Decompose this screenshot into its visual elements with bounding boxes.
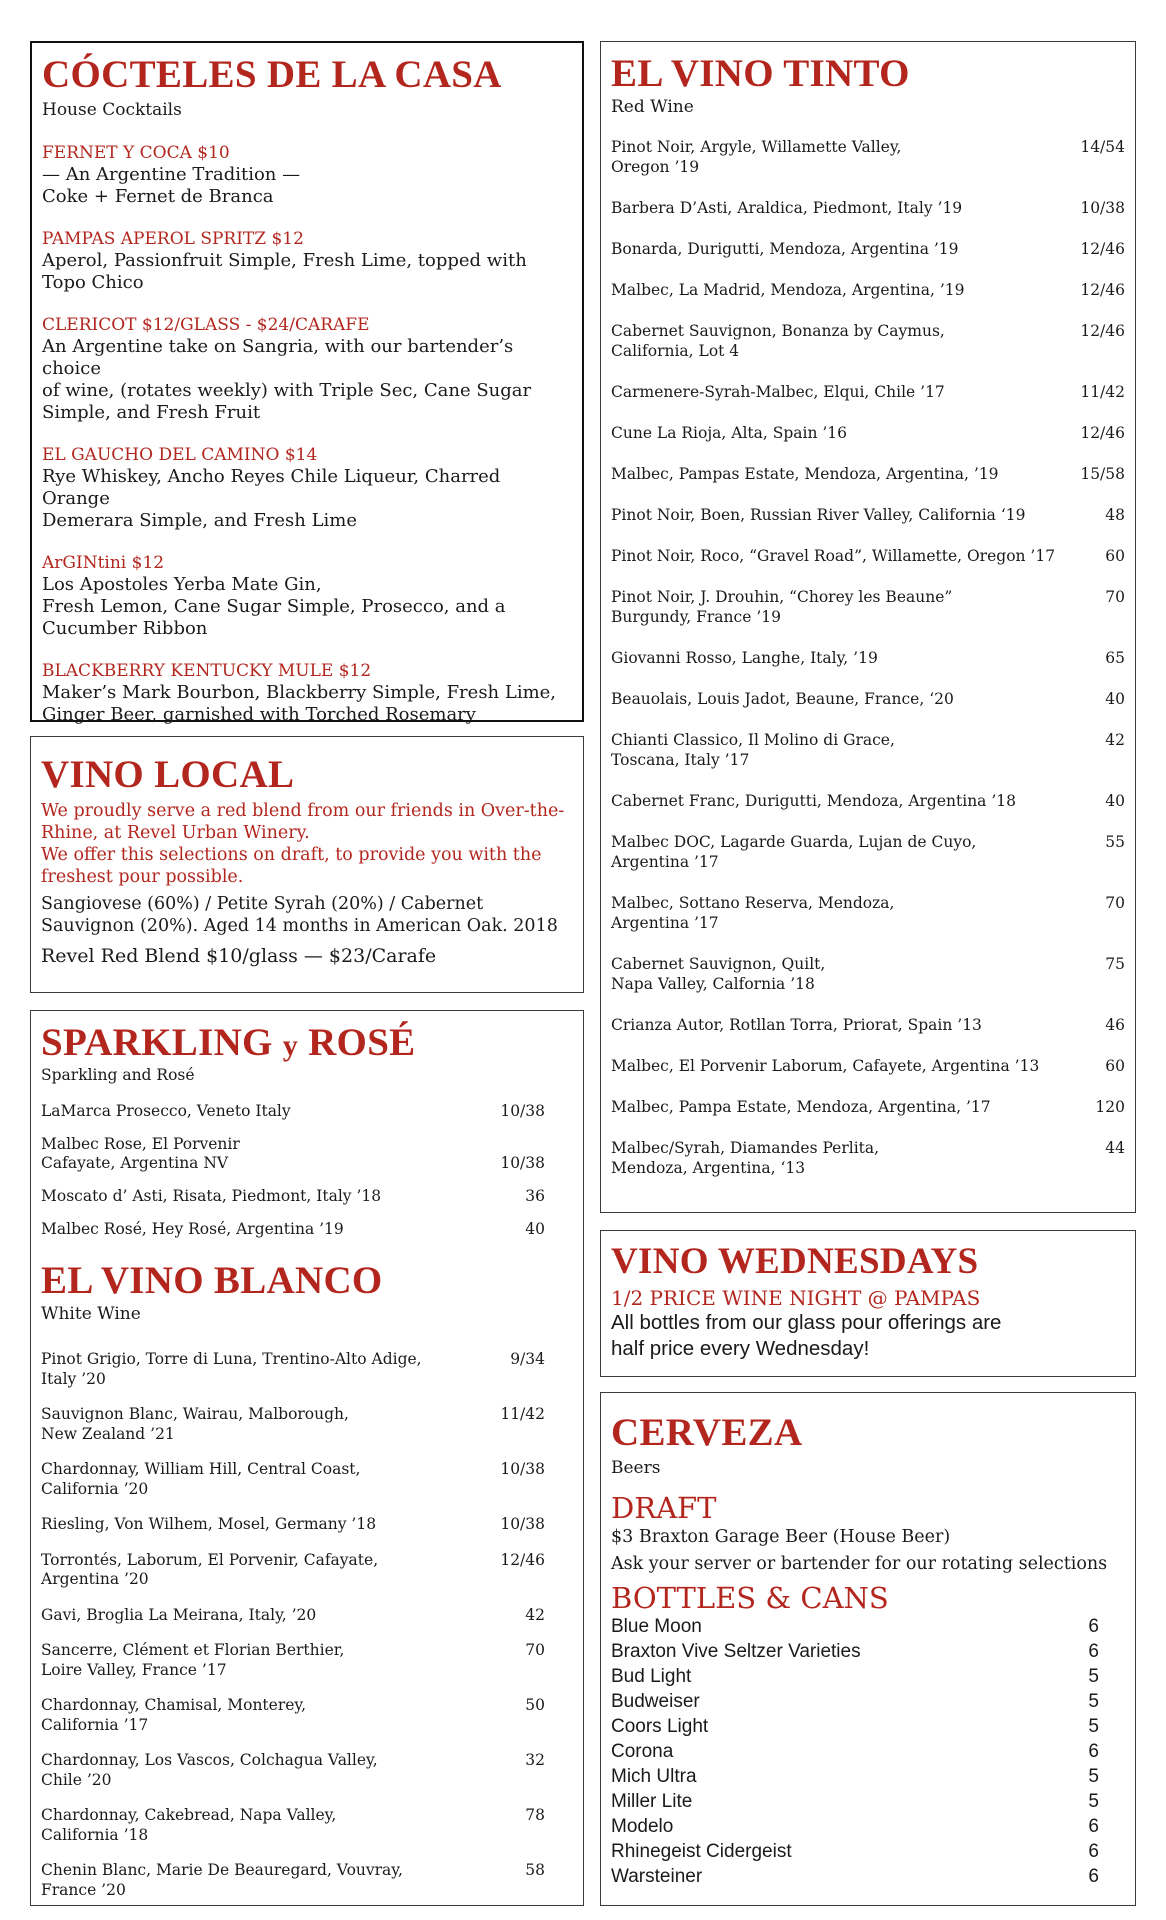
wine-name — [41, 1606, 525, 1626]
sparkling-subtitle: Sparkling and Rosé — [41, 1066, 195, 1084]
wine-name — [611, 1015, 1105, 1035]
wine-row — [611, 1138, 1125, 1178]
wine-row — [41, 1641, 545, 1680]
beer-name: Miller Lite — [611, 1791, 693, 1812]
wine-row — [41, 1515, 545, 1535]
beer-row — [611, 1689, 1099, 1714]
wine-price: 42 — [1105, 731, 1125, 749]
wine-price: 11/42 — [1080, 383, 1125, 401]
wine-name-line: Malbec DOC, Lagarde Guarda, Lujan de Cuyo, — [611, 833, 977, 851]
wine-name-line: Cabernet Sauvignon, Quilt, — [611, 955, 826, 973]
wine-name-line: Italy ’20 — [41, 1369, 106, 1388]
wine-name — [611, 546, 1105, 566]
wine-price: 10/38 — [500, 1460, 545, 1478]
wine-name — [41, 1861, 525, 1900]
wine-name-line: Chardonnay, Los Vascos, Colchagua Valley, — [41, 1751, 378, 1769]
cocktail-list — [42, 142, 572, 726]
wine-name-line: Malbec, Pampa Estate, Mendoza, Argentina, ’17 — [611, 1098, 991, 1116]
wine-name — [611, 1097, 1095, 1117]
cocteles-title: CÓCTELES DE LA CASA — [42, 53, 502, 96]
beer-name: Braxton Vive Seltzer Varieties — [611, 1641, 861, 1662]
wine-row — [611, 791, 1125, 811]
wine-name — [611, 893, 1105, 933]
wine-row — [41, 1405, 545, 1444]
wine-row — [611, 239, 1125, 259]
wine-row — [41, 1606, 545, 1626]
sparkling-blanco-section — [30, 1010, 584, 1906]
text-line: All bottles from our glass pour offerings are — [611, 1311, 1002, 1334]
beer-row — [611, 1639, 1099, 1664]
text-line: Rhine, at Revel Urban Winery. — [41, 823, 310, 843]
wine-name-line: Cafayate, Argentina NV — [41, 1154, 229, 1172]
beer-row — [611, 1789, 1099, 1814]
wine-price: 70 — [1105, 894, 1125, 912]
cocktail-name: EL GAUCHO DEL CAMINO $14 — [42, 445, 318, 465]
wine-name-line: Moscato d’ Asti, Risata, Piedmont, Italy ’18 — [41, 1187, 382, 1205]
wine-name — [41, 1187, 525, 1206]
wine-name-line: Chile ’20 — [41, 1770, 112, 1789]
wine-name — [41, 1806, 525, 1845]
wine-row — [41, 1102, 545, 1121]
wine-name — [41, 1696, 525, 1735]
sparkling-title: SPARKLING y ROSÉ — [41, 1021, 416, 1064]
beer-row — [611, 1664, 1099, 1689]
wine-name — [41, 1220, 525, 1239]
wine-price: 12/46 — [1080, 240, 1125, 258]
cocktail-description: Cucumber Ribbon — [42, 618, 208, 639]
wine-row — [611, 587, 1125, 627]
wine-row — [611, 280, 1125, 300]
beer-price: 6 — [1088, 1616, 1099, 1637]
wine-name-line: Cabernet Franc, Durigutti, Mendoza, Argentina ’18 — [611, 792, 1016, 810]
wine-name-line: Chenin Blanc, Marie De Beauregard, Vouvray, — [41, 1861, 403, 1879]
wine-name-line: Riesling, Von Wilhem, Mosel, Germany ’18 — [41, 1515, 377, 1533]
wine-name — [41, 1405, 500, 1444]
wine-name-line: Malbec Rosé, Hey Rosé, Argentina ’19 — [41, 1220, 344, 1238]
wine-row — [41, 1751, 545, 1790]
wine-price: 32 — [525, 1751, 545, 1769]
wine-name-line: New Zealand ’21 — [41, 1424, 175, 1443]
wine-name — [611, 198, 1080, 218]
wine-price: 58 — [525, 1861, 545, 1879]
wine-row — [41, 1460, 545, 1499]
tinto-section — [600, 41, 1136, 1213]
text-line: Sauvignon (20%). Aged 14 months in American Oak. 2018 — [41, 916, 558, 936]
wine-row — [41, 1696, 545, 1735]
wine-row — [41, 1187, 545, 1206]
wine-name — [41, 1102, 500, 1121]
vino-local-intro — [41, 800, 573, 888]
wine-name-line: Malbec, El Porvenir Laborum, Cafayete, Argentina ’13 — [611, 1057, 1040, 1075]
wine-name — [611, 321, 1080, 361]
wine-price: 46 — [1105, 1016, 1125, 1034]
cocteles-subtitle: House Cocktails — [42, 100, 182, 120]
wine-price: 14/54 — [1080, 138, 1125, 156]
wine-row — [611, 464, 1125, 484]
wine-price: 120 — [1095, 1098, 1125, 1116]
wine-price: 15/58 — [1080, 465, 1125, 483]
beer-name: Budweiser — [611, 1691, 700, 1712]
cocktail-description: Coke + Fernet de Branca — [42, 186, 274, 207]
wine-name — [41, 1135, 500, 1173]
text-line: freshest pour possible. — [41, 867, 244, 887]
wine-name — [41, 1515, 500, 1535]
beer-name: Bud Light — [611, 1666, 692, 1687]
wine-price: 60 — [1105, 1057, 1125, 1075]
wine-name-line: Crianza Autor, Rotllan Torra, Priorat, Spain ’13 — [611, 1016, 982, 1034]
wine-row — [611, 546, 1125, 566]
blanco-subtitle: White Wine — [41, 1304, 141, 1324]
bottle-list — [611, 1614, 1125, 1889]
wine-name-line: Malbec, La Madrid, Mendoza, Argentina, ’19 — [611, 281, 965, 299]
wine-price: 10/38 — [500, 1102, 545, 1120]
wine-name — [611, 1138, 1105, 1178]
cocktail-description: Topo Chico — [42, 272, 144, 293]
bottles-title: BOTTLES & CANS — [611, 1581, 889, 1615]
wine-name — [611, 1056, 1105, 1076]
wine-row — [41, 1551, 545, 1590]
wine-name-line: Cabernet Sauvignon, Bonanza by Caymus, — [611, 322, 945, 340]
wine-price: 50 — [525, 1696, 545, 1714]
wine-name-line: Bonarda, Durigutti, Mendoza, Argentina ’19 — [611, 240, 959, 258]
wine-name — [611, 587, 1105, 627]
beer-price: 6 — [1088, 1641, 1099, 1662]
wine-row — [611, 893, 1125, 933]
wine-name-line: California, Lot 4 — [611, 342, 740, 360]
beer-price: 5 — [1088, 1766, 1099, 1787]
cerveza-subtitle: Beers — [611, 1458, 661, 1478]
tinto-list — [611, 137, 1125, 1178]
wine-row — [611, 832, 1125, 872]
tinto-subtitle: Red Wine — [611, 97, 694, 117]
wine-name-line: Chardonnay, Chamisal, Monterey, — [41, 1696, 307, 1714]
wine-price: 10/38 — [1080, 199, 1125, 217]
sparkling-list — [41, 1102, 573, 1239]
beer-row — [611, 1814, 1099, 1839]
wine-row — [41, 1350, 545, 1389]
wine-name — [611, 137, 1080, 177]
wine-row — [611, 137, 1125, 177]
wine-price: 55 — [1105, 833, 1125, 851]
tinto-title: EL VINO TINTO — [611, 52, 910, 95]
beer-price: 6 — [1088, 1866, 1099, 1887]
wine-price: 70 — [1105, 588, 1125, 606]
beer-price: 5 — [1088, 1791, 1099, 1812]
cocktail-name: CLERICOT $12/GLASS - $24/CARAFE — [42, 315, 370, 335]
beer-row — [611, 1864, 1099, 1889]
wednesdays-subtitle: 1/2 PRICE WINE NIGHT @ PAMPAS — [611, 1286, 981, 1310]
wine-name-line: Pinot Noir, Boen, Russian River Valley, California ‘19 — [611, 506, 1026, 524]
wine-name-line: Chardonnay, Cakebread, Napa Valley, — [41, 1806, 337, 1824]
cocktail-description: An Argentine take on Sangria, with our bartender’s choice — [42, 336, 514, 379]
wine-name — [611, 280, 1080, 300]
wine-name-line: LaMarca Prosecco, Veneto Italy — [41, 1102, 291, 1120]
wine-price: 10/38 — [500, 1515, 545, 1533]
cocktail-description: — An Argentine Tradition — — [42, 164, 301, 185]
wine-name — [611, 505, 1105, 525]
wine-name-line: Loire Valley, France ’17 — [41, 1660, 227, 1679]
text-line: half price every Wednesday! — [611, 1337, 870, 1360]
wine-price: 10/38 — [500, 1154, 545, 1172]
wine-row — [41, 1861, 545, 1900]
cocktail-description: Demerara Simple, and Fresh Lime — [42, 510, 358, 531]
wine-name-line: Mendoza, Argentina, ‘13 — [611, 1159, 806, 1177]
wine-price: 78 — [525, 1806, 545, 1824]
cocktail-description: Aperol, Passionfruit Simple, Fresh Lime, topped with — [42, 250, 527, 271]
vino-local-price: Revel Red Blend $10/glass — $23/Carafe — [41, 945, 437, 967]
vino-local-title: VINO LOCAL — [41, 753, 295, 796]
wine-name-line: Argentina ’20 — [41, 1570, 149, 1588]
beer-name: Coors Light — [611, 1716, 709, 1737]
wine-price: 40 — [1105, 690, 1125, 708]
wine-name-line: Pinot Noir, Roco, “Gravel Road”, Willamette, Oregon ’17 — [611, 547, 1056, 565]
text-line: Sangiovese (60%) / Petite Syrah (20%) / Cabernet — [41, 894, 484, 914]
wine-price: 36 — [525, 1187, 545, 1205]
wine-price: 12/46 — [1080, 281, 1125, 299]
wine-name — [611, 239, 1080, 259]
beer-name: Modelo — [611, 1816, 674, 1837]
cocktail-item — [42, 228, 572, 294]
beer-row — [611, 1739, 1099, 1764]
wine-row — [611, 730, 1125, 770]
beer-name: Mich Ultra — [611, 1766, 697, 1787]
text-line: Ask your server or bartender for our rotating selections — [611, 1554, 1108, 1574]
cocktail-description: Simple, and Fresh Fruit — [42, 402, 261, 423]
cocktail-item — [42, 314, 572, 424]
cocktail-description: of wine, (rotates weekly) with Triple Sec, Cane Sugar — [42, 380, 532, 401]
wine-name — [611, 689, 1105, 709]
beer-name: Blue Moon — [611, 1616, 702, 1637]
cocktail-description: Fresh Lemon, Cane Sugar Simple, Prosecco, and a — [42, 596, 506, 617]
wine-name — [41, 1751, 525, 1790]
wine-name — [611, 382, 1080, 402]
vino-local-section — [30, 736, 584, 993]
wednesdays-title: VINO WEDNESDAYS — [611, 1241, 979, 1282]
wine-name-line: Beauolais, Louis Jadot, Beaune, France, ‘20 — [611, 690, 954, 708]
wine-price: 42 — [525, 1605, 545, 1624]
wine-name — [611, 832, 1105, 872]
wine-name-line: Torrontés, Laborum, El Porvenir, Cafayate, — [41, 1550, 379, 1569]
wine-name-line: California ’20 — [41, 1479, 149, 1498]
wine-name-line: Malbec, Pampas Estate, Mendoza, Argentina, ’19 — [611, 465, 999, 483]
wine-name-line: Napa Valley, Calfornia ’18 — [611, 975, 815, 993]
beer-price: 6 — [1088, 1816, 1099, 1837]
wine-price: 65 — [1105, 649, 1125, 667]
cocktail-description: Rye Whiskey, Ancho Reyes Chile Liqueur, Charred Orange — [42, 466, 501, 509]
wine-name — [611, 648, 1105, 668]
wine-name-line: Cune La Rioja, Alta, Spain ’16 — [611, 424, 848, 442]
wine-name-line: Sancerre, Clément et Florian Berthier, — [41, 1641, 345, 1659]
beer-row — [611, 1839, 1099, 1864]
wine-name-line: Pinot Grigio, Torre di Luna, Trentino-Alto Adige, — [41, 1350, 422, 1368]
wine-name — [611, 954, 1105, 994]
beer-name: Warsteiner — [611, 1866, 703, 1887]
vino-local-blend — [41, 893, 573, 937]
cocktail-item — [42, 552, 572, 640]
wine-price: 40 — [525, 1220, 545, 1238]
wine-row — [611, 321, 1125, 361]
wine-row — [611, 382, 1125, 402]
cerveza-title: CERVEZA — [611, 1411, 803, 1454]
wine-name — [611, 730, 1105, 770]
wine-name-line: California ’17 — [41, 1715, 149, 1734]
wine-price: 75 — [1105, 955, 1125, 973]
wine-name-line: Giovanni Rosso, Langhe, Italy, ’19 — [611, 649, 878, 667]
wine-name-line: Toscana, Italy ’17 — [611, 751, 750, 769]
wine-name — [41, 1460, 500, 1499]
cocktail-item — [42, 660, 572, 726]
beer-price: 5 — [1088, 1691, 1099, 1712]
wine-price: 60 — [1105, 547, 1125, 565]
wine-name-line: Argentina ’17 — [611, 914, 719, 932]
beer-name: Rhinegeist Cidergeist — [611, 1841, 792, 1862]
text-line: We offer this selections on draft, to provide you with the — [41, 845, 542, 865]
wine-name-line: Burgundy, France ’19 — [611, 608, 781, 626]
wine-price: 70 — [525, 1641, 545, 1659]
beer-price: 5 — [1088, 1716, 1099, 1737]
beer-name: Corona — [611, 1741, 674, 1762]
beer-price: 5 — [1088, 1666, 1099, 1687]
cocktail-description: Maker’s Mark Bourbon, Blackberry Simple, Fresh Lime, — [42, 682, 557, 703]
wine-row — [41, 1135, 545, 1173]
wednesdays-text — [611, 1310, 1125, 1362]
wine-row — [611, 1015, 1125, 1035]
wine-row — [611, 1097, 1125, 1117]
cocteles-section — [30, 41, 584, 725]
beer-row — [611, 1714, 1099, 1739]
wine-row — [611, 423, 1125, 443]
cocktail-description: Los Apostoles Yerba Mate Gin, — [42, 574, 322, 595]
wine-name-line: Malbec Rose, El Porvenir — [41, 1135, 240, 1153]
wine-name-line: Chianti Classico, Il Molino di Grace, — [611, 731, 895, 749]
wine-price: 12/46 — [500, 1550, 545, 1569]
wine-price: 40 — [1105, 792, 1125, 810]
wine-name-line: Sauvignon Blanc, Wairau, Malborough, — [41, 1405, 349, 1423]
beer-price: 6 — [1088, 1841, 1099, 1862]
beer-price: 6 — [1088, 1741, 1099, 1762]
wine-name-line: Pinot Noir, Argyle, Willamette Valley, — [611, 138, 902, 156]
wine-row — [41, 1220, 545, 1239]
wine-name — [611, 423, 1080, 443]
cocktail-name: BLACKBERRY KENTUCKY MULE $12 — [42, 661, 372, 681]
wine-name-line: Malbec/Syrah, Diamandes Perlita, — [611, 1139, 880, 1157]
wine-row — [611, 198, 1125, 218]
wednesdays-section — [600, 1230, 1136, 1377]
draft-title: DRAFT — [611, 1491, 717, 1525]
beer-row — [611, 1614, 1099, 1639]
cocktail-name: FERNET Y COCA $10 — [42, 143, 230, 163]
cocktail-name: ArGINtini $12 — [42, 553, 165, 573]
wine-name-line: Gavi, Broglia La Meirana, Italy, ’20 — [41, 1605, 317, 1624]
wine-name — [611, 791, 1105, 811]
cocktail-item — [42, 142, 572, 208]
blanco-list — [41, 1350, 573, 1900]
blanco-title: EL VINO BLANCO — [41, 1259, 383, 1302]
wine-row — [611, 505, 1125, 525]
wine-row — [41, 1806, 545, 1845]
draft-lines — [611, 1524, 1125, 1578]
wine-price: 48 — [1105, 506, 1125, 524]
wine-name — [41, 1551, 500, 1590]
wine-name-line: Pinot Noir, J. Drouhin, “Chorey les Beaune” — [611, 588, 953, 606]
wine-name — [41, 1641, 525, 1680]
wine-row — [611, 648, 1125, 668]
wine-row — [611, 954, 1125, 994]
text-line: $3 Braxton Garage Beer (House Beer) — [611, 1527, 951, 1547]
wine-price: 11/42 — [500, 1405, 545, 1423]
cerveza-section — [600, 1392, 1136, 1906]
text-line: We proudly serve a red blend from our friends in Over-the- — [41, 801, 565, 821]
wine-price: 12/46 — [1080, 424, 1125, 442]
wine-row — [611, 689, 1125, 709]
wine-name — [41, 1350, 510, 1389]
wine-name-line: Carmenere-Syrah-Malbec, Elqui, Chile ’17 — [611, 383, 945, 401]
wine-price: 44 — [1105, 1139, 1125, 1157]
wine-name-line: France ’20 — [41, 1880, 126, 1899]
wine-name-line: Malbec, Sottano Reserva, Mendoza, — [611, 894, 895, 912]
wine-row — [611, 1056, 1125, 1076]
wine-name-line: Oregon ’19 — [611, 158, 700, 176]
cocktail-item — [42, 444, 572, 532]
beer-row — [611, 1764, 1099, 1789]
wine-price: 9/34 — [510, 1350, 545, 1368]
cocktail-description: Ginger Beer, garnished with Torched Rosemary — [42, 704, 476, 725]
cocktail-name: PAMPAS APEROL SPRITZ $12 — [42, 229, 304, 249]
wine-price: 12/46 — [1080, 322, 1125, 340]
wine-name — [611, 464, 1080, 484]
wine-name-line: Argentina ’17 — [611, 853, 719, 871]
wine-name-line: Barbera D’Asti, Araldica, Piedmont, Italy ’19 — [611, 199, 963, 217]
wine-name-line: California ’18 — [41, 1825, 149, 1844]
wine-name-line: Chardonnay, William Hill, Central Coast, — [41, 1460, 361, 1478]
